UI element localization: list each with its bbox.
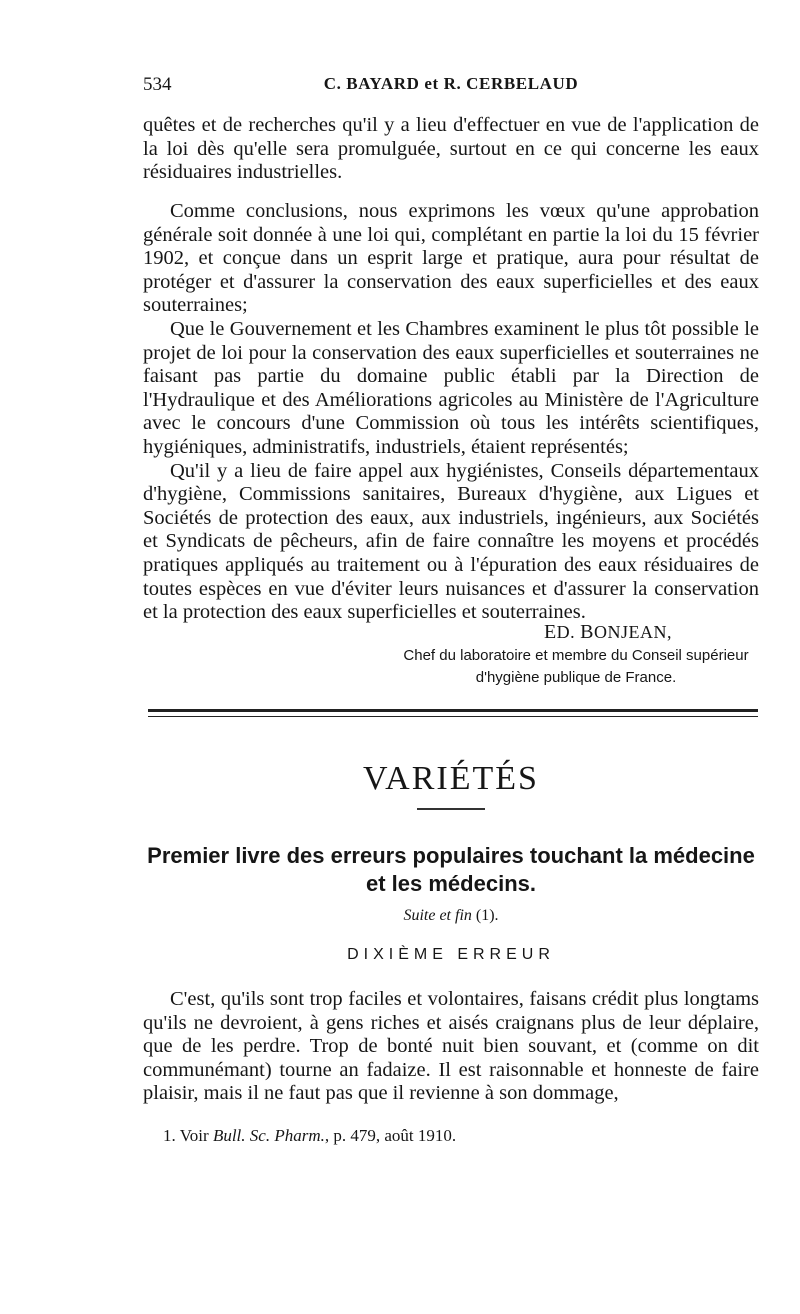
section-title-rule <box>417 808 485 810</box>
paragraph: Comme conclusions, nous exprimons les vœux qu'une approbation générale soit donnée à une loi qui, complétant en partie la loi du 15 février 1902, et conçue dans un esprit large et pratique, aura pour résultat de protéger et d'assurer la conservation des eaux superficielles et des eaux souterraines; <box>143 200 759 317</box>
signature-title-line: d'hygiène publique de France. <box>475 669 677 686</box>
footnote-prefix: Voir <box>179 1126 209 1145</box>
footnote-rest: , p. 479, août 1910. <box>324 1126 457 1145</box>
article-text <box>143 988 759 1106</box>
signature-initial: E <box>543 621 557 643</box>
signature-text: D. <box>556 622 576 642</box>
signature-text: ONJEAN, <box>594 622 672 642</box>
article-title-line: Premier livre des erreurs populaires touchant la médecine <box>147 843 755 868</box>
paragraph: quêtes et de recherches qu'il y a lieu d'effectuer en vue de l'application de la loi dès qu'elle sera promulguée, surtout en ce qui concerne les eaux résiduaires industrielles. <box>143 114 759 184</box>
article-subtitle <box>143 907 759 925</box>
article-title <box>143 842 759 898</box>
article-title-line: et les médecins. <box>366 871 536 896</box>
footnote-number: 1. <box>163 1126 176 1145</box>
page-header <box>143 74 759 102</box>
running-head: C. BAYARD et R. CERBELAUD <box>323 74 579 93</box>
intro-text <box>143 114 759 185</box>
section-divider-thick <box>148 709 758 712</box>
page-number: 534 <box>143 74 172 95</box>
signature-initial: B <box>580 621 594 643</box>
footnote-journal: Bull. Sc. Pharm. <box>212 1126 325 1145</box>
paragraph: Qu'il y a lieu de faire appel aux hygiénistes, Conseils départementaux d'hygiène, Commissions sanitaires, Bureaux d'hygiène, aux Ligues et Sociétés de protection des eaux, aux industriels, ingénieurs, aux Sociétés et Syndicats de pêcheurs, afin de faire connaître les moyens et procédés pratiques appliqués au traitement ou à l'épuration des eaux résiduaires de toutes espèces en vue d'éviter leurs nuisances et d'assurer la conservation et la protection des eaux superficielles et souterraines. <box>143 459 759 624</box>
signature-name <box>544 621 672 644</box>
section-divider-thin <box>148 716 758 717</box>
section-title: VARIÉTÉS <box>363 760 539 797</box>
paragraph: Que le Gouvernement et les Chambres examinent le plus tôt possible le projet de loi pour la conservation des eaux superficielles et souterraines ne faisant pas partie du domaine public établi par la Direction de l'Hydraulique et des Améliorations agricoles au Ministère de l'Agriculture avec le concours d'une Commission où tous les intérêts scientifiques, hygiéniques, administratifs, industriels, étaient représentés; <box>143 317 759 458</box>
signature-title-line: Chef du laboratoire et membre du Conseil supérieur <box>403 647 749 664</box>
conclusions-text <box>143 200 759 625</box>
paragraph: C'est, qu'ils sont trop faciles et volontaires, faisans crédit plus longtams qu'ils ne devroient, à gens riches et aisés craignans plus de leur déplaire, que de les perdre. Trop de bonté nuit bien souvant, et (comme on dit communémant) tourne an fadaize. Il est raisonnable et honneste de faire plaisir, mais il ne faut pas que il revienne à son dommage, <box>143 988 759 1105</box>
subtitle-text: Suite et fin <box>403 907 472 924</box>
chapter-heading: DIXIÈME ERREUR <box>347 946 555 963</box>
footnote-ref: (1). <box>475 907 499 924</box>
footnote <box>163 1126 456 1146</box>
signature-title <box>386 645 766 689</box>
